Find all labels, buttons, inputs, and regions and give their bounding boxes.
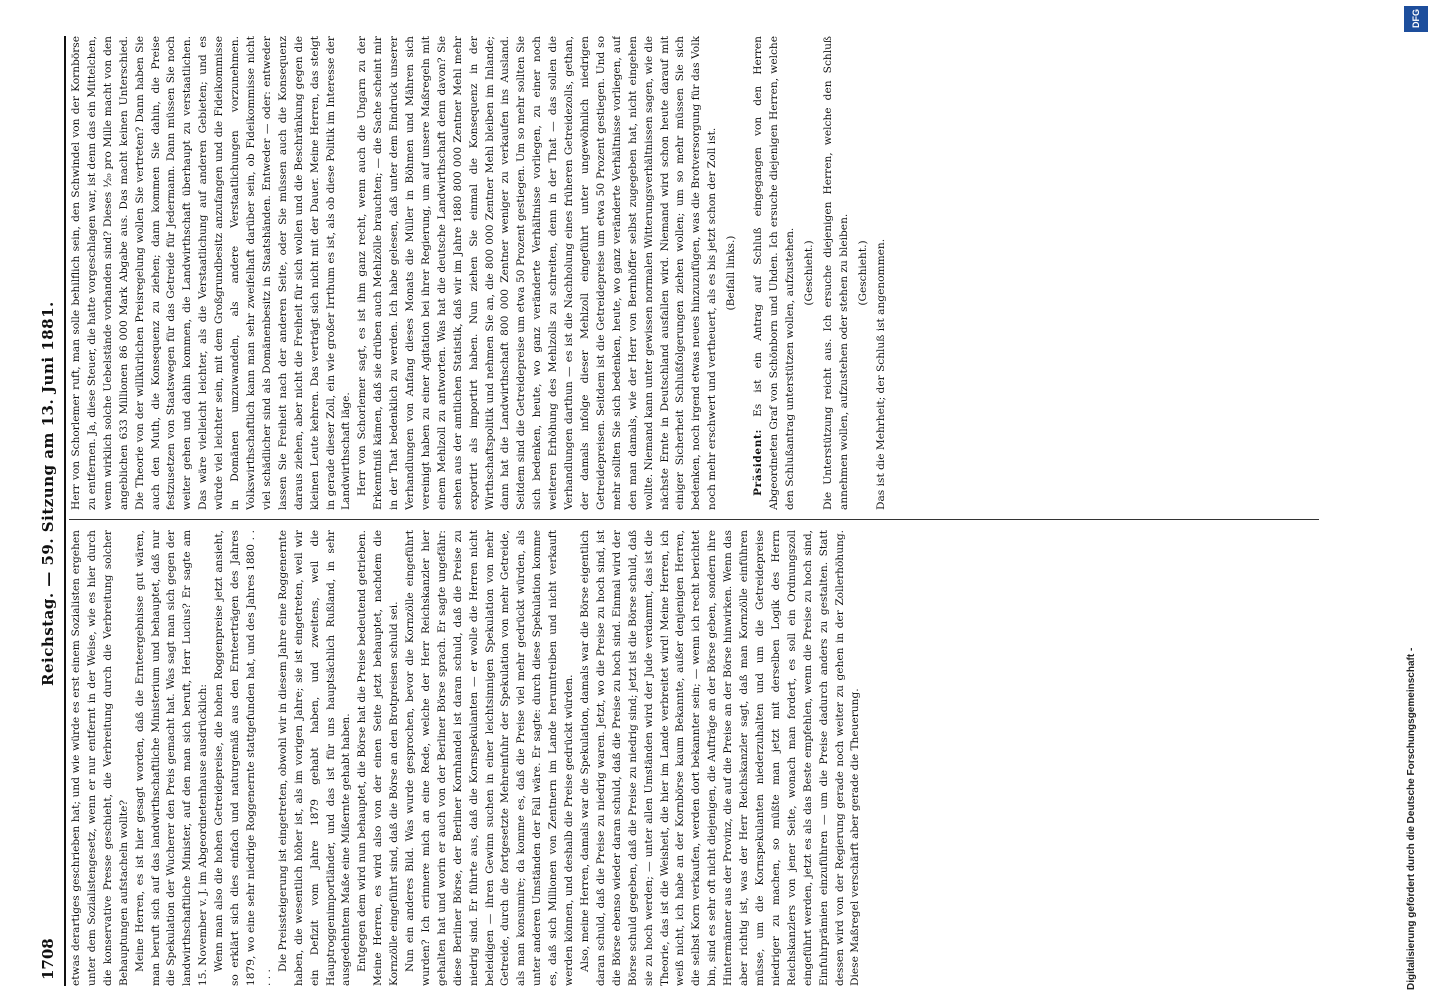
paragraph: Herr von Schorlemer ruft, man solle behilflich sein, den Schwindel von der Kornbörse zu entfernen. Ja, diese Steuer, die hatte vorgeschlagen war, ist denn das ein Mittelchen, wenn wirklich solche Uebelstände vorhanden sind? Dieses ½₀ pro Mille macht von den angeblichen 633 Millionen 86 000 Mark Abgabe aus. Das macht keinen Unterschied. Die Theorie von der willkürlichen Preisregelung wollen Sie vertreten? Dann haben Sie auch den Muth, die Konsequenz zu ziehen; dann kommen Sie dahin, die Preise festzusetzen von Staatswegen für das Getreide für Jedermann. Dann müssen Sie noch weiter gehen und dahin kommen, die Landwirthschaft überhaupt zu verstaatlichen. Das wäre vielleicht leichter, als die Verstaatlichung auf anderen Gebieten; und es würde viel leichter sein, mit dem Großgrundbesitz anzufangen und die Fideikommisse in Domänen umzuwandeln, als andere Verstaatlichungen vorzunehmen. Volkswirthschaftlich kann man sehr zweifelhaft darüber sein, ob Fideikommisse nicht viel schädlicher sind als Domänenbesitz in Staatshänden. Entweder — oder: entweder lassen Sie Freiheit nach der anderen Seite, oder Sie müssen auch die Konsequenz daraus ziehen, aber nicht die Freiheit für sich wollen und die Beschränkung gegen die kleinen Leute kehren. Das verträgt sich nicht mit der Dauer. Meine Herren, das steigt in gerade dieser Zoll, ein wie großer Irrthum es ist, als ob diese Politik im Interesse der Landwirthschaft läge.: [70, 36, 353, 510]
digitization-credit: Digitalisierung gefördert durch die Deutsche Forschungsgemeinschaft -: [1406, 647, 1417, 990]
left-text-column: [69, 530, 1319, 986]
stage-direction: (Beifall links.): [725, 235, 738, 311]
stage-direction: (Geschieht.): [802, 240, 815, 306]
page-number: 1708: [39, 938, 57, 980]
paragraph: Also, meine Herren, damals war die Spekulation, damals war die Börse eigentlich daran schuld, daß die Preise zu niedrig waren. Jetzt, wo die Preise zu hoch sind, ist die Börse ebenso wieder daran schuld, daß die Preise zu hoch sind. Einmal wird der Börse schuld gegeben, daß die Preise zu niedrig sind; jetzt ist die Börse schuld, daß sie zu hoch werden; — unter allen Umständen wird der Jude verdammt, das ist die Theorie, das ist die Weisheit, die hier im Lande verbreitet wird! Meine Herren, ich weiß nicht, ich habe an der Kornbörse kaum Bekannte, außer denjenigen Herren, die selbst Korn verkaufen, werden dort bekannter sein; — wenn ich recht berichtet bin, sind es sehr oft nicht diejenigen, die Aufträge an der Börse geben, sondern ihre Hintermänner aus der Provinz, die auf die Preise an der Börse hinwirken. Wenn das aber richtig ist, was der Herr Reichskanzler sagt, daß man Kornzölle einführen müsse, um die Kornspekulanten niederzuhalten und um die Getreidepreise niedriger zu machen, so müßte man jetzt mit derselben Logik des Herrn Reichskanzlers von jener Seite, wonach man fordert, es soll ein Ordnungszoll eingeführt werden, jetzt es als das Beste empfehlen, wenn die Preise zu hoch sind, Einfuhrprämien einzuführen — um die Preise dadurch anders zu gestalten. Statt dessen wird von der Regierung gerade noch weiter zu gehen in der Zollerhöhung. Diese Maßregel verschärft aber gerade die Theuerung.: [579, 530, 862, 986]
stage-direction: (Geschieht.): [856, 240, 869, 306]
paragraph: Herr von Schorlemer sagt, es ist ihm ganz recht, wenn auch die Ungarn zu der Erkenntniß kämen, daß sie drüben auch Mehlzölle brauchten; — die Sache scheint mir in der That bedenklich zu werden. Ich habe gelesen, daß unter dem Eindruck unserer Verhandlungen von Anfang dieses Monats die Müller in Böhmen und Mähren sich vereinigt haben zu einer Agitation bei ihrer Regierung, um auf unsere Maßregeln mit einem Mehlzoll zu antworten. Was hat die deutsche Landwirthschaft denn davon? Sie sehen aus der amtlichen Statistik, daß wir im Jahre 1880 800 000 Zentner Mehl mehr exportirt als importirt haben. Nun ziehen Sie einmal die Konsequenz in der Wirthschaftspolitik und nehmen Sie an, die 800 000 Zentner Mehl bleiben im Inlande; dann hat die Landwirthschaft 800 000 Zentner weniger zu verkaufen ins Ausland. Seitdem sind die Getreidepreise um etwa 50 Prozent gestiegen. Um so mehr sollten Sie sich bedenken, heute, wo ganz veränderte Verhältnisse vorliegen, zu einer noch weiteren Erhöhung des Mehlzolls zu schreiten, denn in der That — das sollen die Verhandlungen darthun — es ist die Nachholung eines früheren Getreidezolls, gethan, der damals infolge dieser Mehlzoll eingeführt unter ungewöhnlich niedrigen Getreidepreisen. Seitdem ist die Getreidepreise um etwa 50 Prozent gestiegen. Und so mehr sollten Sie sich bedenken, heute, wo ganz veränderte Verhältnisse vorliegen, auf den man damals, wie der Herr von Bernhöffer selbst zugegeben hat, nicht eingehen wollte. Niemand kann unter gewissen normalen Witterungsverhältnissen sagen, wie die nächste Ernte in Deutschland ausfallen wird. Niemand wird schon heute darauf mit einiger Sicherheit Schlußfolgerungen ziehen wollen; um so mehr müssen Sie sich bedenken, noch irgend etwas neues hinzuzufügen, was die Brotversorgung für das Volk noch mehr erschwert und vertheuert, als es bis jetzt schon der Zoll ist.: [356, 36, 719, 510]
running-title: Reichstag. — 59. Sitzung am 13. Juni 1881.: [39, 301, 57, 686]
paragraph: etwas derartiges geschrieben hat; und wie würde es erst einem Sozialisten ergehen unter dem Sozialistengesetz, wenn er nur entfernt in der Weise, wie es hier durch die konservative Presse geschieht, die Verbreitung durch die Verbreitung solcher Behauptungen aufstacheln wollte?: [70, 530, 130, 986]
paragraph: Das ist die Mehrheit; der Schluß ist angenommen.: [875, 238, 888, 510]
dfg-side-strip: [1392, 0, 1432, 1000]
paragraph: Die Preissteigerung ist eingetreten, obwohl wir in diesem Jahre eine Roggenernte haben, die wesentlich höher ist, als im vorigen Jahre; sie ist eingetreten, weil wir ein Defizit vom Jahre 1879 gehabt haben, und zweitens, weil die Hauptroggenimportländer, und das ist für uns hauptsächlich Rußland, in sehr ausgedehntem Maße eine Mißernte gehabt haben.: [276, 530, 353, 986]
header-rule: [64, 36, 66, 986]
column-divider: [69, 519, 1319, 520]
paragraph: Wenn man also die hohen Getreidepreise, die hohen Roggenpreise jetzt ansieht, so erklärt sich dies einfach und naturgemäß aus den Ernteerträgen des Jahres 1879, wo eine sehr niedrige Roggenernte stattgefunden hat, und des Jahres 1880 . . . . .: [213, 530, 273, 986]
speaker-name: Präsident:: [752, 416, 765, 496]
speaker-paragraph: [751, 36, 799, 510]
page-header: [35, 36, 63, 986]
paragraph: Meine Herren, es ist hier gesagt worden, daß die Ernteergebnisse gut wären, man beruft sich auf das landwirthschaftliche Ministerium und behauptet, daß nur die Spekulation der Wucherer den Preis gemacht hat. Was sagt man sich gegen der landwirthschaftliche Minister, auf den man sich beruft, Herr Lucius? Er sagte am 15. November v. J. im Abgeordnetenhause ausdrücklich:: [133, 530, 210, 986]
paragraph-gap: [743, 36, 751, 510]
right-text-column: [69, 36, 1319, 510]
paragraph: Entgegen dem wird nun behauptet, die Börse hat die Preise bedeutend getrieben. Meine Herren, es wird also von der einen Seite jetzt behauptet, nachdem die Kornzölle eingeführt sind, daß die Börse an den Brotpreisen schuld sei.: [356, 530, 401, 986]
dfg-logo: DFG: [1404, 6, 1428, 32]
paragraph: Die Unterstützung reicht aus. Ich ersuche diejenigen Herren, welche den Schluß annehmen wollen, aufzustehen oder stehen zu bleiben.: [821, 36, 850, 510]
rotated-document-page: [35, 36, 1325, 986]
paragraph: Nun ein anderes Bild. Was wurde gesprochen, bevor die Kornzölle eingeführt wurden? Ich erinnere mich an eine Rede, welche der Herr Reichskanzler hier gehalten hat und worin er auch von der Berliner Börse sprach. Er sagte ungefähr: diese Berliner Börse, der Berliner Kornhandel ist daran schuld, daß die Preise zu niedrig sind. Er führte aus, daß die Kornspekulanten — er wolle die Herren nicht beleidigen — ihren Gewinn suchen in einer leichtsinnigen Spekulation von mehr Getreide, durch die fortgesetzte Mehreinfuhr der Spekulation von mehr Getreide, als man konsumire; da komme es, daß die Preise viel mehr gedrückt würden, als unter anderen Umständen der Fall wäre. Er sagte: durch diese Spekulation komme es, daß sich Millionen von Zentnern im Lande herumtreiben und nicht verkauft werden können, und deshalb die Preise gedrückt würden.: [404, 530, 576, 986]
speaker-text: Es ist ein Antrag auf Schluß eingegangen von den Herren Abgeordneten Graf von Schönborn und Uhden. Ich ersuche diejenigen Herren, welche den Schlußantrag unterstützen wollen, aufzustehen.: [752, 36, 796, 510]
